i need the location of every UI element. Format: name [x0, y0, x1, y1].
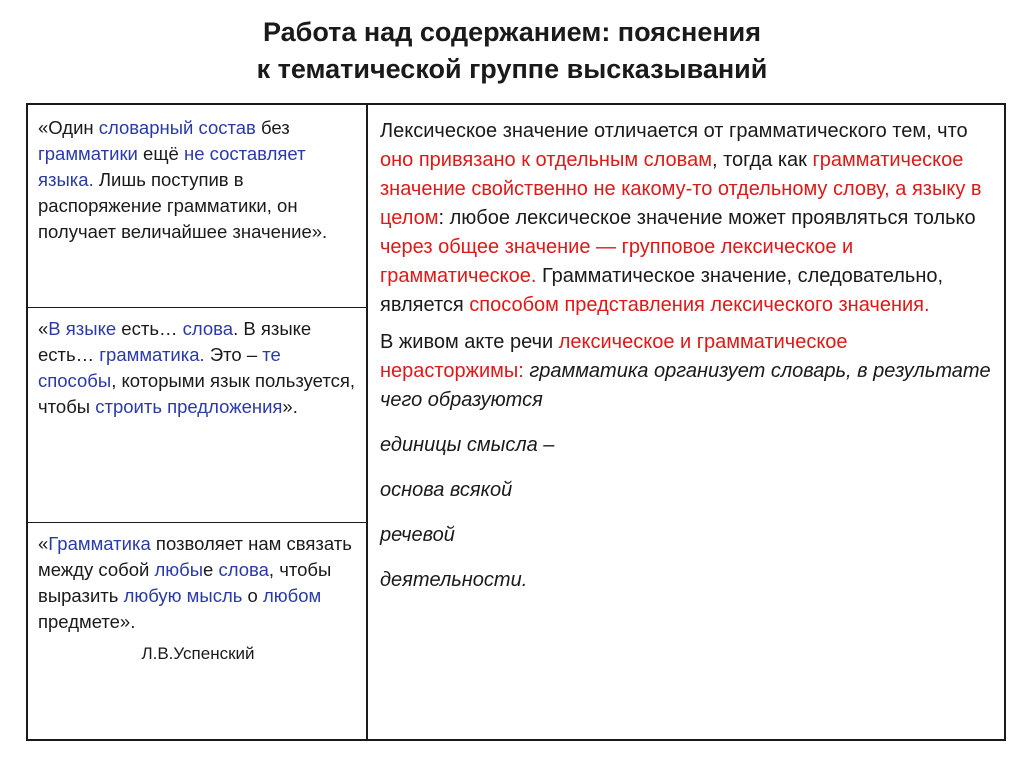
quote-text-3: [38, 533, 352, 632]
quotes-column: [28, 105, 368, 739]
text-segment: , тогда как: [711, 149, 813, 171]
text-segment: , которыми язык пользуется, чтобы: [38, 370, 356, 417]
text-segment: есть…: [116, 318, 183, 339]
quote-cell-3: [28, 523, 366, 739]
text-segment: Грамматическое значение, следовательно, является: [380, 265, 944, 316]
explanation-italic-line-2: основа всякой: [380, 479, 513, 501]
text-segment: «: [38, 533, 49, 554]
text-segment: Лексическое значение отличается от грамматического тем, что: [380, 120, 968, 142]
text-segment: словарный состав: [98, 117, 256, 138]
quote-text-1: [38, 117, 327, 242]
text-segment: Грамматика: [48, 533, 151, 554]
slide-title-line-2: к тематической группе высказываний: [256, 54, 768, 84]
text-segment: любую мысль: [123, 585, 243, 606]
content-table: [26, 103, 1006, 741]
quote-cell-2: [28, 308, 366, 523]
text-segment: оно привязано к отдельным словам: [380, 149, 712, 171]
text-segment: ещё: [137, 143, 184, 164]
text-segment: В языке: [48, 318, 117, 339]
text-segment: Лишь поступив в распоряжение грамматики, он получает величайшее значение».: [38, 169, 328, 242]
text-segment: Это –: [204, 344, 263, 365]
slide-title: [0, 14, 1024, 88]
text-segment: грамматика организует словарь, в результате чего образуются: [380, 360, 991, 411]
text-segment: . В языке есть…: [38, 318, 312, 365]
text-segment: е: [203, 559, 219, 580]
text-segment: лексическое и грамматическое нерасторжимы:: [380, 331, 848, 382]
slide-title-line-1: Работа над содержанием: пояснения: [262, 17, 762, 47]
text-segment: , чтобы выразить: [38, 559, 332, 606]
text-segment: любы: [154, 559, 204, 580]
text-segment: «: [38, 318, 49, 339]
text-segment: позволяет нам связать между собой: [38, 533, 352, 580]
text-segment: слова: [218, 559, 269, 580]
text-segment: : любое лексическое значение может проявляться только: [438, 207, 976, 229]
text-segment: способом представления лексического значения.: [469, 294, 930, 316]
explanation-italic-line-1: единицы смысла –: [380, 434, 555, 456]
text-segment: ».: [282, 396, 298, 417]
quote-text-2: [38, 318, 355, 417]
text-segment: «Один: [38, 117, 99, 138]
explanation-paragraph-2: [380, 328, 992, 415]
text-segment: грамматическое значение свойственно не какому-то отдельному слову, а языку в целом: [380, 149, 982, 229]
explanation-italic-line-3: речевой: [380, 524, 455, 546]
text-segment: о: [242, 585, 263, 606]
quote-author: Л.В.Успенский: [141, 644, 255, 663]
quote-cell-1: [28, 105, 366, 308]
explanation-column: [368, 105, 1004, 739]
text-segment: те способы: [38, 344, 281, 391]
text-segment: через общее значение — групповое лексическое и грамматическое.: [380, 236, 854, 287]
text-segment: любом: [262, 585, 322, 606]
explanation-paragraph-1: [380, 117, 992, 320]
text-segment: грамматика.: [99, 344, 205, 365]
text-segment: предмете».: [38, 611, 136, 632]
text-segment: строить предложения: [95, 396, 283, 417]
text-segment: не составляет языка.: [38, 143, 306, 190]
text-segment: В живом акте речи: [380, 331, 559, 353]
text-segment: слова: [182, 318, 234, 339]
text-segment: без: [255, 117, 290, 138]
text-segment: грамматики: [38, 143, 138, 164]
explanation-italic-line-4: деятельности.: [380, 569, 528, 591]
